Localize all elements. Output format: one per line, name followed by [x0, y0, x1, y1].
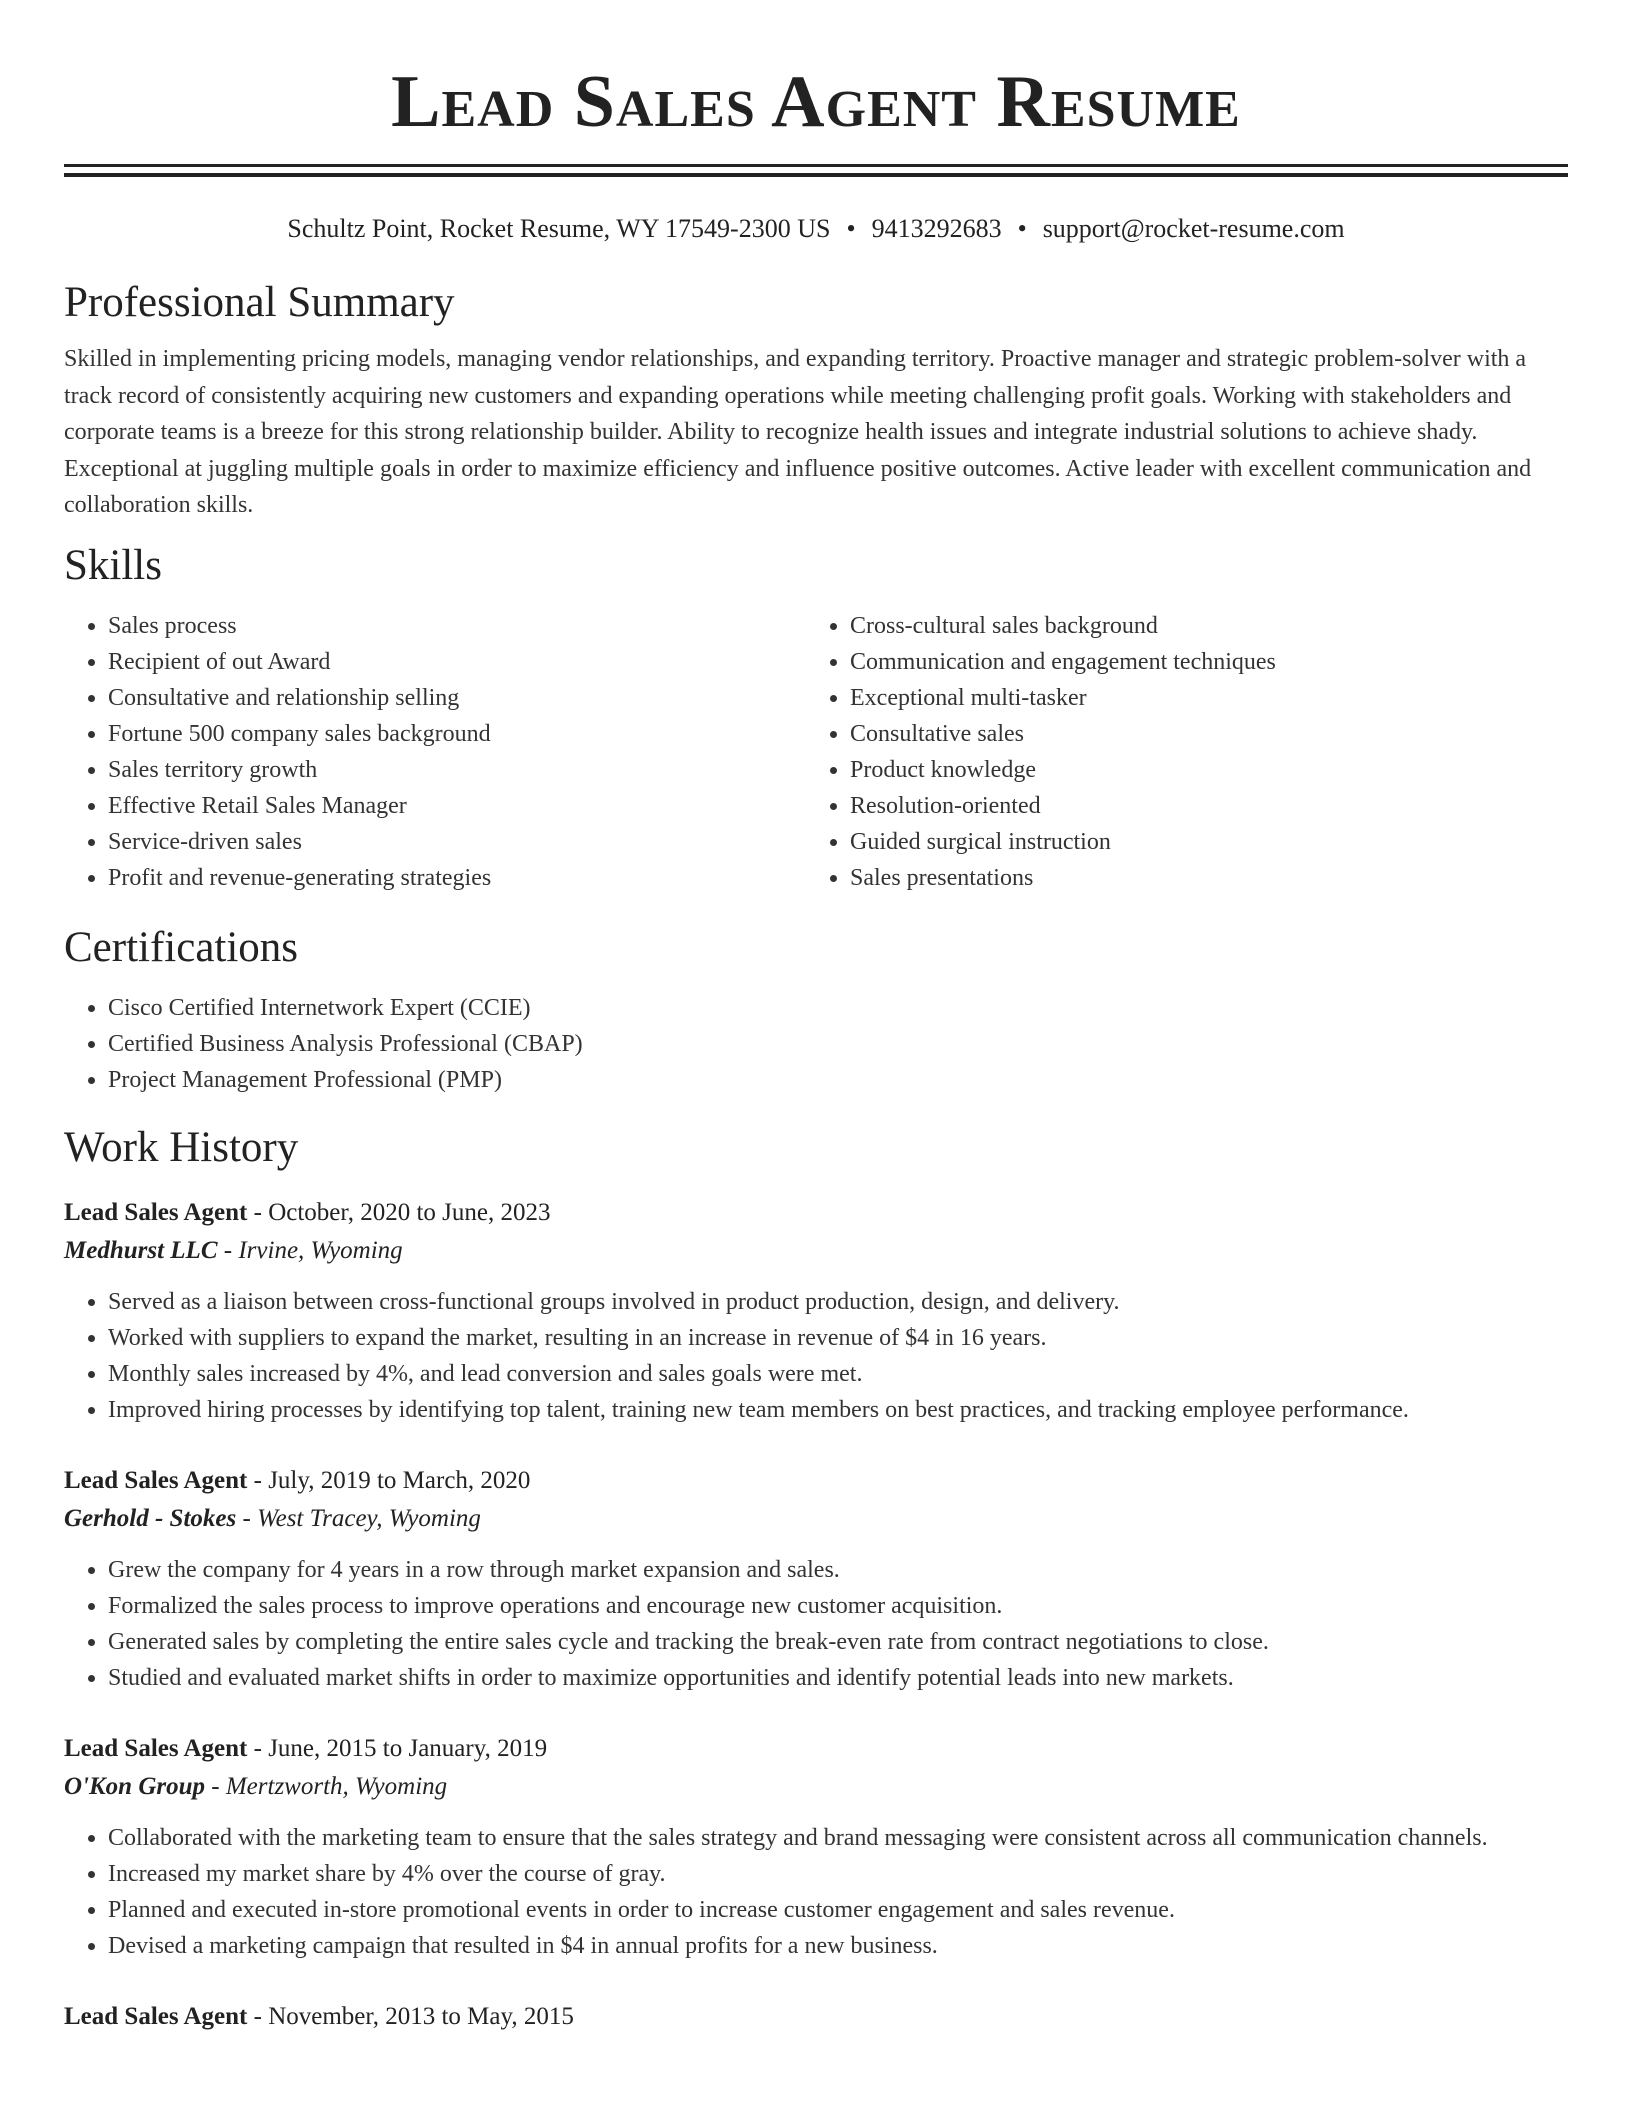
job-bullets	[64, 1552, 1568, 1696]
job-bullet: • Planned and executed in-store promotional events in order to increase customer engagement and sales revenue.	[108, 1892, 1568, 1928]
job-location: Irvine, Wyoming	[238, 1236, 403, 1264]
skill-item: • Sales presentations	[850, 860, 1548, 896]
title-divider-bottom	[64, 173, 1568, 177]
job-bullet: • Devised a marketing campaign that resulted in $4 in annual profits for a new business.	[108, 1928, 1568, 1964]
job-role: Lead Sales Agent	[64, 1734, 248, 1762]
skill-item: • Communication and engagement techniques	[850, 644, 1548, 680]
skills-heading: Skills	[64, 541, 162, 589]
job-header: Lead Sales Agent - October, 2020 to June, 2023	[64, 1198, 551, 1226]
job-company: Medhurst LLC	[64, 1236, 218, 1264]
job-dates: July, 2019 to March, 2020	[268, 1466, 531, 1494]
skill-item: • Cross-cultural sales background	[850, 608, 1548, 644]
contact-separator: •	[846, 214, 856, 243]
contact-address: Schultz Point, Rocket Resume, WY 17549-2300 US	[287, 214, 831, 243]
job-spacer	[64, 1964, 1568, 1998]
skill-item: • Sales territory growth	[108, 752, 806, 788]
job-entry	[64, 1998, 1568, 2036]
certification-item: • Certified Business Analysis Professional (CBAP)	[108, 1026, 1568, 1062]
skill-item: • Consultative sales	[850, 716, 1548, 752]
skills-grid	[64, 608, 1568, 896]
job-bullet: • Served as a liaison between cross-functional groups involved in product production, design, and delivery.	[108, 1284, 1568, 1320]
job-bullet: • Increased my market share by 4% over the course of gray.	[108, 1856, 1568, 1892]
job-spacer	[64, 1428, 1568, 1462]
skills-column-left	[64, 608, 806, 896]
job-bullet: • Generated sales by completing the entire sales cycle and tracking the break-even rate from contract negotiations to close.	[108, 1624, 1568, 1660]
certifications-heading: Certifications	[64, 923, 299, 971]
resume-title: Lead Sales Agent Resume	[391, 61, 1241, 143]
skill-item: • Exceptional multi-tasker	[850, 680, 1548, 716]
job-entry	[64, 1730, 1568, 1964]
certifications-list	[64, 990, 1568, 1098]
skill-item: • Service-driven sales	[108, 824, 806, 860]
skill-item: • Profit and revenue-generating strategies	[108, 860, 806, 896]
job-bullets	[64, 1820, 1568, 1964]
skill-item: • Recipient of out Award	[108, 644, 806, 680]
job-location: Mertzworth, Wyoming	[225, 1772, 448, 1800]
job-bullet: • Grew the company for 4 years in a row through market expansion and sales.	[108, 1552, 1568, 1588]
job-role: Lead Sales Agent	[64, 2002, 248, 2030]
skill-item: • Effective Retail Sales Manager	[108, 788, 806, 824]
job-company-line: O'Kon Group - Mertzworth, Wyoming	[64, 1772, 448, 1800]
job-header: Lead Sales Agent - July, 2019 to March, 2020	[64, 1466, 531, 1494]
skills-column-right	[806, 608, 1548, 896]
skill-item: • Consultative and relationship selling	[108, 680, 806, 716]
job-spacer	[64, 1696, 1568, 1730]
title-divider-top	[64, 164, 1568, 167]
skills-list-right	[806, 608, 1548, 896]
job-bullet: • Monthly sales increased by 4%, and lead conversion and sales goals were met.	[108, 1356, 1568, 1392]
job-entry	[64, 1462, 1568, 1696]
skill-item: • Resolution-oriented	[850, 788, 1548, 824]
job-bullet: • Studied and evaluated market shifts in order to maximize opportunities and identify potential leads into new markets.	[108, 1660, 1568, 1696]
job-dates: November, 2013 to May, 2015	[268, 2002, 574, 2030]
skill-item: • Sales process	[108, 608, 806, 644]
contact-line	[64, 213, 1568, 245]
job-company: O'Kon Group	[64, 1772, 206, 1800]
job-bullet: • Collaborated with the marketing team to ensure that the sales strategy and brand messaging were consistent across all communication channels.	[108, 1820, 1568, 1856]
job-role: Lead Sales Agent	[64, 1466, 248, 1494]
job-role: Lead Sales Agent	[64, 1198, 248, 1226]
job-company-line: Gerhold - Stokes - West Tracey, Wyoming	[64, 1504, 481, 1532]
skills-list-left	[64, 608, 806, 896]
job-dates: October, 2020 to June, 2023	[268, 1198, 551, 1226]
job-header: Lead Sales Agent - November, 2013 to May, 2015	[64, 2002, 574, 2030]
job-company: Gerhold - Stokes	[64, 1504, 237, 1532]
summary-heading: Professional Summary	[64, 279, 455, 326]
job-dates: June, 2015 to January, 2019	[268, 1734, 548, 1762]
skill-item: • Fortune 500 company sales background	[108, 716, 806, 752]
job-bullet: • Formalized the sales process to improve operations and encourage new customer acquisition.	[108, 1588, 1568, 1624]
contact-separator: •	[1017, 214, 1027, 243]
job-bullets	[64, 1284, 1568, 1428]
summary-text: Skilled in implementing pricing models, managing vendor relationships, and expanding territory. Proactive manager and strategic problem-solver with a track record of consistently acquiring new customers and expanding operations while meeting challenging profit goals. Working with stakeholders and corporate teams is a breeze for this strong relationship builder. Ability to recognize health issues and integrate industrial solutions to achieve shady. Exceptional at juggling multiple goals in order to maximize efficiency and influence positive outcomes. Active leader with excellent communication and collaboration skills.	[64, 346, 1532, 518]
job-header: Lead Sales Agent - June, 2015 to January, 2019	[64, 1734, 548, 1762]
job-bullet: • Improved hiring processes by identifying top talent, training new team members on best practices, and tracking employee performance.	[108, 1392, 1568, 1428]
work-history-heading: Work History	[64, 1123, 299, 1171]
job-location: West Tracey, Wyoming	[257, 1504, 481, 1532]
skill-item: • Product knowledge	[850, 752, 1548, 788]
contact-email: support@rocket-resume.com	[1042, 214, 1345, 243]
certification-item: • Project Management Professional (PMP)	[108, 1062, 1568, 1098]
certification-item: • Cisco Certified Internetwork Expert (CCIE)	[108, 990, 1568, 1026]
contact-phone: 9413292683	[871, 214, 1002, 243]
job-bullet: • Worked with suppliers to expand the market, resulting in an increase in revenue of $4 in 16 years.	[108, 1320, 1568, 1356]
skill-item: • Guided surgical instruction	[850, 824, 1548, 860]
job-entry	[64, 1194, 1568, 1428]
job-company-line: Medhurst LLC - Irvine, Wyoming	[64, 1236, 403, 1264]
